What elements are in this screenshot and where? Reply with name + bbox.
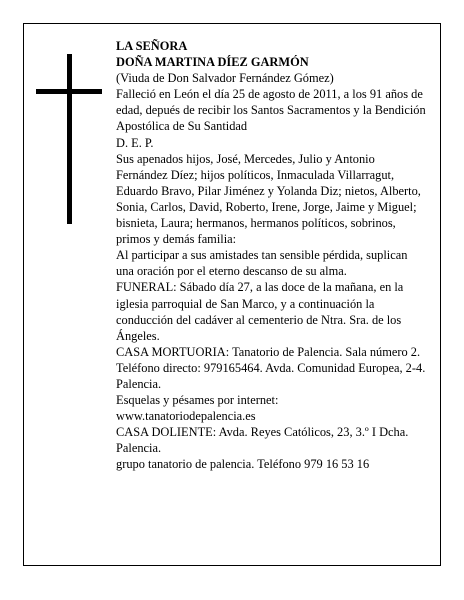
obituary-notice bbox=[23, 23, 441, 566]
prayer-request: Al participar a sus amistades tan sensible pérdida, suplican una oración por el eterno descanso de su alma. bbox=[116, 248, 408, 279]
death-announcement: Falleció en León el día 25 de agosto de 2011, a los 91 años de edad, depués de recibir los Santos Sacramentos y la Bendición Apostólica de Su Santidad bbox=[116, 87, 426, 134]
funeral-group-contact: grupo tanatorio de palencia. Teléfono 979 16 53 16 bbox=[116, 457, 370, 472]
funeral-info: FUNERAL: Sábado día 27, a las doce de la mañana, en la iglesia parroquial de San Marco, y a continuación la conducción del cadáver al cementerio de Ntra. Sra. de los Ángeles. bbox=[116, 280, 404, 343]
family-list: Sus apenados hijos, José, Mercedes, Julio y Antonio Fernández Díez; hijos políticos, Inmaculada Villarragut, Eduardo Bravo, Pilar Jiménez y Yolanda Diz; nietos, Alberto, Sonia, Carlos, David, Roberto, Irene, Jorge, Jaime y Miguel; bisnieta, Laura; hermanos, hermanos políticos, sobrinos, primos y demás familia: bbox=[116, 151, 421, 247]
notice-text bbox=[116, 38, 426, 473]
heading-title: LA SEÑORA bbox=[116, 39, 188, 53]
family-home: CASA DOLIENTE: Avda. Reyes Católicos, 23, 3.º I Dcha. Palencia. bbox=[116, 425, 409, 456]
online-condolences: Esquelas y pésames por internet: bbox=[116, 393, 279, 408]
cross-icon bbox=[36, 54, 102, 224]
website: www.tanatoriodepalencia.es bbox=[116, 409, 256, 424]
rip: D. E. P. bbox=[116, 135, 154, 150]
deceased-name: DOÑA MARTINA DÍEZ GARMÓN bbox=[116, 55, 309, 70]
mortuary-info: CASA MORTUORIA: Tanatorio de Palencia. Sala número 2. Teléfono directo: 979165464. Avda. Comunidad Europea, 2-4. Palencia. bbox=[116, 344, 426, 391]
widow-note: (Viuda de Don Salvador Fernández Gómez) bbox=[116, 71, 334, 86]
